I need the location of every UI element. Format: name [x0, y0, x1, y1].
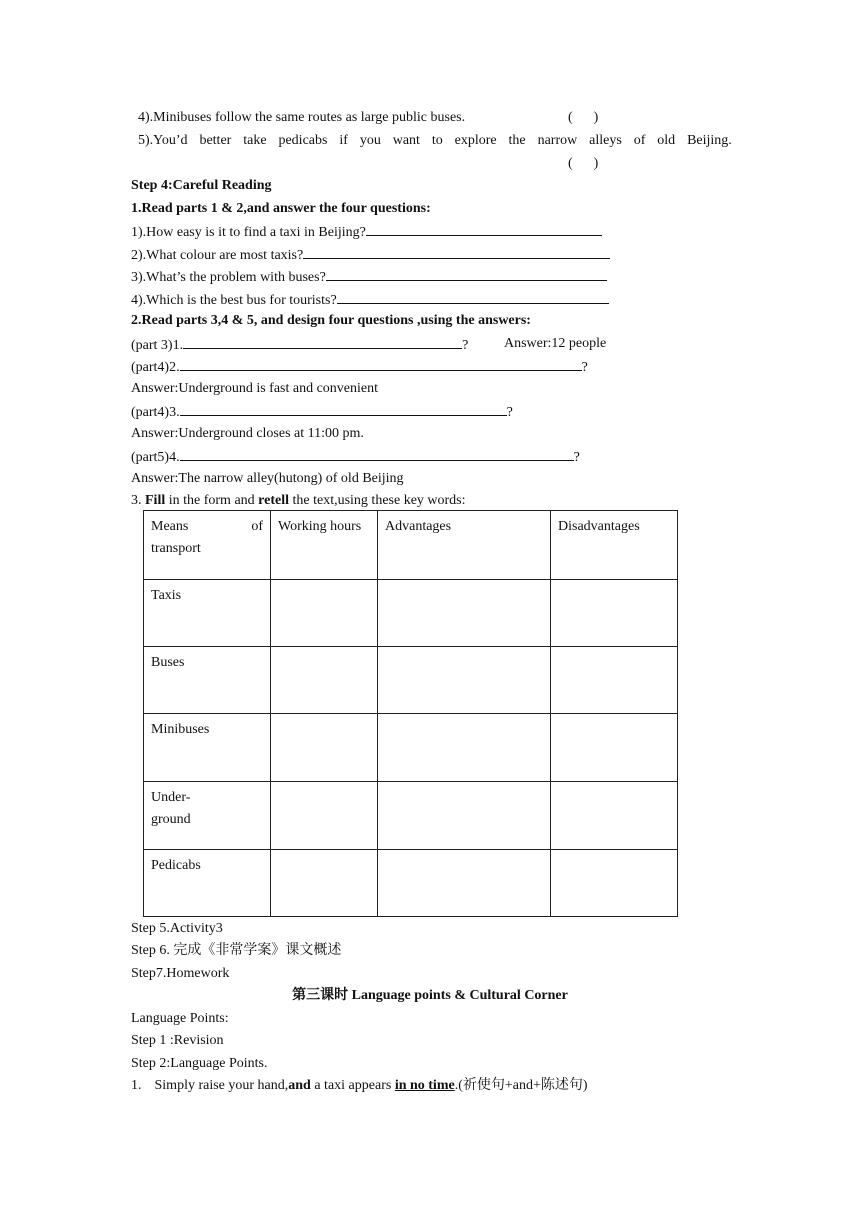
question-3: 3).What’s the problem with buses? [131, 267, 607, 287]
design-question-2: (part4)2. ? [131, 357, 588, 377]
table-cell[interactable] [378, 647, 551, 714]
header-working-hours: Working hours [271, 511, 378, 580]
design-question-4: (part5)4. ? [131, 447, 580, 467]
question-4: 4).Which is the best bus for tourists? [131, 290, 609, 310]
answer-paren-5: ( ) [568, 156, 599, 171]
question-1: 1).How easy is it to find a taxi in Beijing? [131, 222, 602, 242]
answer-4-text: Answer:The narrow alley(hutong) of old Beijing [131, 471, 404, 486]
step4-heading: Step 4:Careful Reading [131, 178, 272, 193]
language-points-label: Language Points: [131, 1011, 229, 1026]
statement-4: 4).Minibuses follow the same routes as large public buses. [138, 110, 466, 125]
table-cell[interactable] [378, 580, 551, 647]
table-row [144, 782, 678, 850]
design-question-1: (part 3)1. ? [131, 335, 468, 355]
table-cell[interactable] [378, 782, 551, 850]
table-cell[interactable] [271, 580, 378, 647]
step2-language-points: Step 2:Language Points. [131, 1056, 268, 1071]
header-advantages: Advantages [378, 511, 551, 580]
read-parts-345-heading: 2.Read parts 3,4 & 5, and design four questions ,using the answers: [131, 313, 531, 328]
design-blank-3[interactable] [180, 402, 507, 416]
step6-text: Step 6. 完成《非常学案》课文概述 [131, 943, 342, 958]
step7-text: Step7.Homework [131, 966, 230, 981]
header-disadvantages: Disadvantages [551, 511, 678, 580]
table-row [144, 580, 678, 647]
row-label-buses: Buses [144, 647, 271, 714]
lesson-three-title: 第三课时 Language points & Cultural Corner [292, 988, 568, 1003]
language-point-1: 1. Simply raise your hand,and a taxi appears in no time.(祈使句+and+陈述句) [131, 1078, 588, 1093]
table-row [144, 714, 678, 782]
design-blank-1[interactable] [183, 335, 462, 349]
step5-text: Step 5.Activity3 [131, 921, 223, 936]
table-cell[interactable] [378, 714, 551, 782]
statement-5: 5).You’d better take pedicabs if you want to explore the narrow alleys of old Beijing. [138, 133, 732, 148]
header-means-of-transport: Means of transport [144, 511, 271, 580]
row-label-taxis: Taxis [144, 580, 271, 647]
table-cell[interactable] [551, 850, 678, 917]
answer-blank-2[interactable] [303, 245, 610, 259]
table-cell[interactable] [271, 782, 378, 850]
row-label-minibuses: Minibuses [144, 714, 271, 782]
table-cell[interactable] [271, 714, 378, 782]
answer-2-text: Answer:Underground is fast and convenient [131, 381, 379, 396]
read-parts-12-heading: 1.Read parts 1 & 2,and answer the four questions: [131, 201, 431, 216]
answer-blank-1[interactable] [366, 222, 602, 236]
table-cell[interactable] [551, 580, 678, 647]
question-2: 2).What colour are most taxis? [131, 245, 610, 265]
answer-1-text: Answer:12 people [504, 336, 607, 351]
table-row [144, 647, 678, 714]
table-cell[interactable] [271, 647, 378, 714]
table-row [144, 850, 678, 917]
design-blank-4[interactable] [180, 447, 574, 461]
table-cell[interactable] [378, 850, 551, 917]
answer-blank-3[interactable] [326, 267, 607, 281]
table-cell[interactable] [551, 714, 678, 782]
row-label-underground: Under- ground [144, 782, 271, 850]
table-header-row [144, 511, 678, 580]
answer-3-text: Answer:Underground closes at 11:00 pm. [131, 426, 364, 441]
table-cell[interactable] [271, 850, 378, 917]
transport-form-table [143, 510, 678, 917]
answer-paren-4: ( ) [568, 110, 599, 125]
row-label-pedicabs: Pedicabs [144, 850, 271, 917]
fill-form-instruction: 3. Fill in the form and retell the text,using these key words: [131, 493, 466, 508]
table-cell[interactable] [551, 782, 678, 850]
table-cell[interactable] [551, 647, 678, 714]
design-blank-2[interactable] [180, 357, 582, 371]
answer-blank-4[interactable] [337, 290, 609, 304]
design-question-3: (part4)3. ? [131, 402, 513, 422]
step1-revision: Step 1 :Revision [131, 1033, 224, 1048]
